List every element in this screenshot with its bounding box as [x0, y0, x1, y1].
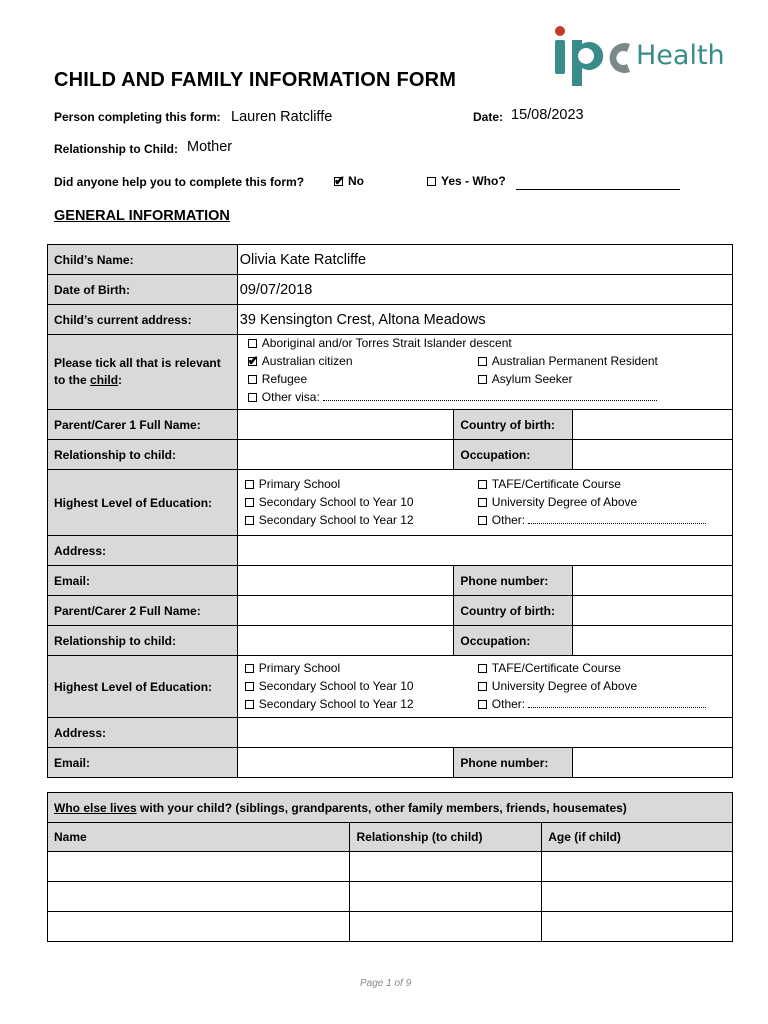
parent2-occupation-label: Occupation: [454, 626, 573, 656]
option-refugee[interactable] [248, 370, 307, 388]
logo-health-text: Health [636, 40, 725, 71]
p2-uni-label: University Degree of Above [491, 679, 638, 693]
option-aboriginal[interactable] [248, 334, 512, 352]
resident-checkbox[interactable] [478, 357, 487, 366]
child-name-label: Child’s Name: [48, 245, 238, 275]
other-visa-line[interactable] [323, 390, 657, 401]
p1-primary-option[interactable] [245, 475, 340, 493]
household-relationship-cell[interactable] [350, 852, 542, 882]
dob-label: Date of Birth: [48, 275, 238, 305]
asylum-checkbox[interactable] [478, 375, 487, 384]
household-relationship-cell[interactable] [350, 882, 542, 912]
tick-label-line1: Please tick all that is relevant [54, 356, 221, 370]
household-age-cell[interactable] [542, 852, 733, 882]
parent2-country-field[interactable] [573, 596, 733, 626]
p1-uni-option[interactable] [478, 493, 637, 511]
citizen-label: Australian citizen [261, 354, 353, 368]
household-question [48, 793, 733, 823]
p1-tafe-label: TAFE/Certificate Course [491, 477, 621, 491]
household-col-name: Name [48, 823, 350, 852]
p1-sec10-label: Secondary School to Year 10 [258, 495, 414, 509]
p2-tafe-checkbox[interactable] [478, 664, 487, 673]
help-yes-checkbox[interactable] [427, 177, 436, 186]
parent1-country-field[interactable] [573, 410, 733, 440]
parent1-email-label: Email: [48, 566, 238, 596]
parent2-education-options [237, 656, 732, 718]
household-question-underlined: Who else lives [54, 800, 137, 815]
p1-other-option[interactable] [478, 511, 707, 529]
household-row [48, 882, 733, 912]
parent1-email-field[interactable] [237, 566, 454, 596]
option-citizen[interactable] [248, 352, 353, 370]
tick-label-child: child [90, 373, 119, 387]
p1-other-checkbox[interactable] [478, 516, 487, 525]
parent1-occupation-label: Occupation: [454, 440, 573, 470]
parent2-occupation-field[interactable] [573, 626, 733, 656]
p1-sec12-checkbox[interactable] [245, 516, 254, 525]
p2-sec10-label: Secondary School to Year 10 [258, 679, 414, 693]
parent2-email-field[interactable] [237, 748, 454, 778]
general-information-table [47, 244, 733, 778]
form-title: CHILD AND FAMILY INFORMATION FORM [54, 69, 457, 91]
p2-tafe-option[interactable] [478, 659, 621, 677]
person-completing-value[interactable]: Lauren Ratcliffe [231, 109, 333, 125]
p2-other-line[interactable] [528, 697, 706, 708]
household-name-cell[interactable] [48, 852, 350, 882]
p2-other-label: Other: [491, 697, 526, 711]
parent2-email-label: Email: [48, 748, 238, 778]
parent2-name-label: Parent/Carer 2 Full Name: [48, 596, 238, 626]
p1-tafe-option[interactable] [478, 475, 621, 493]
date-value[interactable]: 15/08/2023 [511, 107, 584, 123]
parent2-address-field[interactable] [237, 718, 732, 748]
parent2-address-label: Address: [48, 718, 238, 748]
household-name-cell[interactable] [48, 882, 350, 912]
p1-other-label: Other: [491, 513, 526, 527]
household-age-cell[interactable] [542, 912, 733, 942]
citizen-checkbox[interactable] [248, 357, 257, 366]
person-completing-label: Person completing this form: [54, 110, 221, 124]
p1-primary-checkbox[interactable] [245, 480, 254, 489]
asylum-label: Asylum Seeker [491, 372, 573, 386]
other-visa-checkbox[interactable] [248, 393, 257, 402]
relationship-value[interactable]: Mother [187, 139, 233, 155]
household-row [48, 852, 733, 882]
date-label: Date: [473, 110, 504, 124]
child-name-field[interactable]: Olivia Kate Ratcliffe [237, 245, 732, 275]
parent1-education-options [237, 470, 732, 536]
p2-tafe-label: TAFE/Certificate Course [491, 661, 621, 675]
parent1-relationship-label: Relationship to child: [48, 440, 238, 470]
p2-sec10-checkbox[interactable] [245, 682, 254, 691]
parent2-relationship-label: Relationship to child: [48, 626, 238, 656]
p2-other-checkbox[interactable] [478, 700, 487, 709]
tick-relevant-label [48, 335, 238, 410]
p1-uni-label: University Degree of Above [491, 495, 638, 509]
parent2-name-field[interactable] [237, 596, 454, 626]
p1-uni-checkbox[interactable] [478, 498, 487, 507]
household-name-cell[interactable] [48, 912, 350, 942]
help-question: Did anyone help you to complete this form? [54, 175, 305, 189]
general-information-heading: GENERAL INFORMATION [54, 208, 230, 224]
parent2-phone-field[interactable] [573, 748, 733, 778]
parent1-name-label: Parent/Carer 1 Full Name: [48, 410, 238, 440]
parent1-phone-label: Phone number: [454, 566, 573, 596]
p2-primary-label: Primary School [258, 661, 341, 675]
option-asylum[interactable] [478, 370, 573, 388]
household-relationship-cell[interactable] [350, 912, 542, 942]
p1-sec10-option[interactable] [245, 493, 414, 511]
child-status-options [237, 335, 732, 410]
help-yes-option[interactable] [427, 172, 506, 190]
p2-sec12-checkbox[interactable] [245, 700, 254, 709]
p1-tafe-checkbox[interactable] [478, 480, 487, 489]
parent1-name-field[interactable] [237, 410, 454, 440]
p1-other-line[interactable] [528, 513, 706, 524]
parent1-phone-field[interactable] [573, 566, 733, 596]
p1-primary-label: Primary School [258, 477, 341, 491]
tick-label-colon: : [118, 373, 123, 387]
option-resident[interactable] [478, 352, 658, 370]
other-visa-label: Other visa: [261, 390, 320, 404]
parent1-relationship-field[interactable] [237, 440, 454, 470]
household-col-relationship: Relationship (to child) [350, 823, 542, 852]
ipc-health-logo [552, 22, 742, 88]
help-yes-label: Yes - Who? [441, 174, 506, 188]
resident-label: Australian Permanent Resident [491, 354, 658, 368]
p2-uni-option[interactable] [478, 677, 637, 695]
aboriginal-label: Aboriginal and/or Torres Strait Islander descent [261, 336, 512, 350]
household-table [47, 792, 733, 942]
help-no-label: No [348, 174, 364, 188]
refugee-checkbox[interactable] [248, 375, 257, 384]
option-other-visa[interactable] [248, 388, 657, 406]
household-question-rest: with your child? (siblings, grandparents, other family members, friends, housemates) [136, 800, 627, 815]
child-address-label: Child’s current address: [48, 305, 238, 335]
dob-field[interactable]: 09/07/2018 [237, 275, 732, 305]
parent2-phone-label: Phone number: [454, 748, 573, 778]
parent1-education-label: Highest Level of Education: [48, 470, 238, 536]
help-who-line[interactable] [516, 189, 680, 190]
p2-other-option[interactable] [478, 695, 707, 713]
p2-sec12-label: Secondary School to Year 12 [258, 697, 414, 711]
household-col-age: Age (if child) [542, 823, 733, 852]
p2-primary-checkbox[interactable] [245, 664, 254, 673]
tick-label-line2: to the [54, 373, 87, 387]
parent1-occupation-field[interactable] [573, 440, 733, 470]
p1-sec12-option[interactable] [245, 511, 414, 529]
parent2-country-label: Country of birth: [454, 596, 573, 626]
p1-sec10-checkbox[interactable] [245, 498, 254, 507]
help-no-option[interactable] [334, 172, 364, 190]
parent1-address-field[interactable] [237, 536, 732, 566]
parent2-relationship-field[interactable] [237, 626, 454, 656]
parent1-address-label: Address: [48, 536, 238, 566]
p1-sec12-label: Secondary School to Year 12 [258, 513, 414, 527]
p2-sec10-option[interactable] [245, 677, 414, 695]
help-no-checkbox[interactable] [334, 177, 343, 186]
aboriginal-checkbox[interactable] [248, 339, 257, 348]
relationship-label: Relationship to Child: [54, 142, 178, 156]
household-age-cell[interactable] [542, 882, 733, 912]
p2-uni-checkbox[interactable] [478, 682, 487, 691]
parent1-country-label: Country of birth: [454, 410, 573, 440]
child-address-field[interactable]: 39 Kensington Crest, Altona Meadows [237, 305, 732, 335]
parent2-education-label: Highest Level of Education: [48, 656, 238, 718]
p2-sec12-option[interactable] [245, 695, 414, 713]
p2-primary-option[interactable] [245, 659, 340, 677]
refugee-label: Refugee [261, 372, 308, 386]
household-row [48, 912, 733, 942]
page-number: Page 1 of 9 [360, 978, 412, 989]
